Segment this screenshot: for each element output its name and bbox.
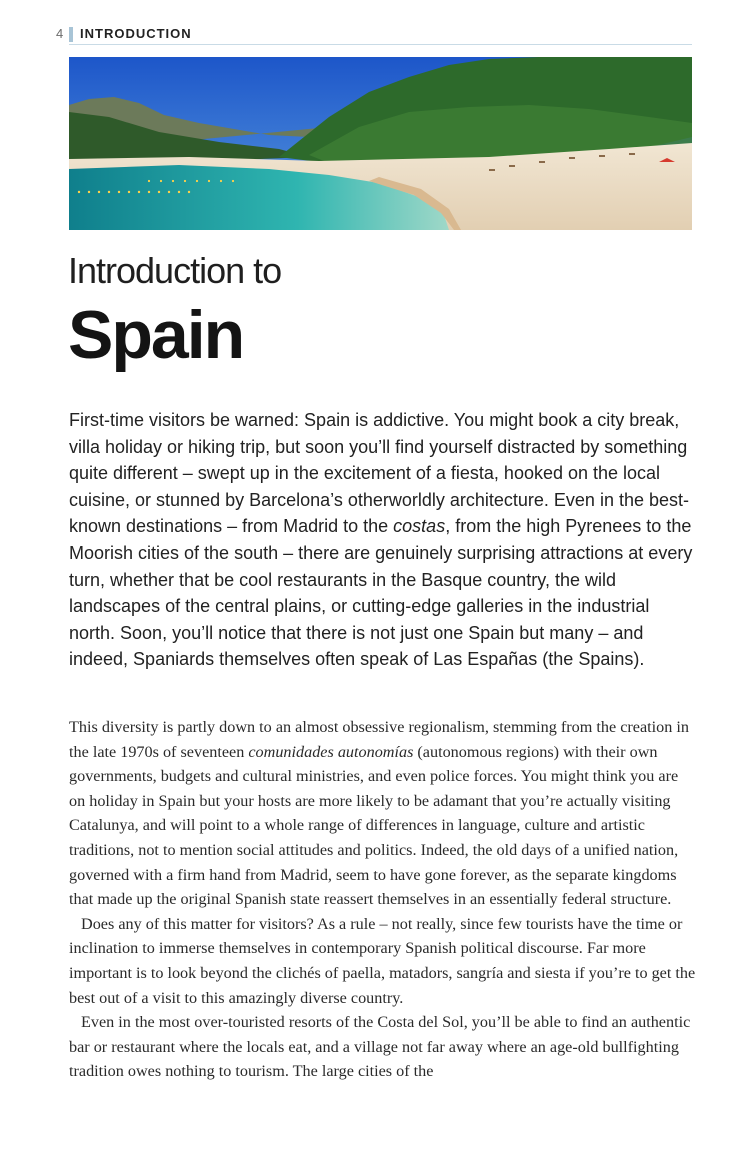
lead-text-2: , from the high Pyrenees to the Moorish cities of the south – there are genuinely surprising attractions at every turn, whether that be cool restaurants in the Basque country, the wild landscapes of the central plains, or cutting-edge galleries in the industrial north. Soon, you’ll notice that there is not just one Spain but many – and indeed, Spaniards themselves often speak of Las Españas (the Spains). bbox=[69, 516, 693, 670]
section-title: INTRODUCTION bbox=[80, 26, 192, 41]
body-p1-text-1: This diversity is partly down to an almost obsessive regionalism, stemming from the creation in the late 1970s of seventeen bbox=[69, 718, 689, 761]
page-number: 4 bbox=[56, 26, 64, 41]
body-p1-text-2: (autonomous regions) with their own governments, budgets and cultural ministries, and even police forces. You might think you are on holiday in Spain but your hosts are more likely to be adamant that you’re actually visiting Catalunya, and will point to a whole range of differences in language, culture and artistic traditions, not to mention social attitudes and politics. Indeed, the old days of a unified nation, governed with a firm hand from Madrid, seem to have gone forever, as the separate kingdoms that made up the original Spanish state reassert themselves in an essentially federal structure. bbox=[69, 742, 679, 909]
body-paragraph-3: Even in the most over-touristed resorts of the Costa del Sol, you’ll be able to find an authentic bar or restaurant where the locals eat, and a village not far away where an age-old bullfighting tradition owes nothing to tourism. The large cities of the bbox=[69, 1013, 691, 1081]
lead-text-1: First-time visitors be warned: Spain is addictive. You might book a city break, villa holiday or hiking trip, but soon you’ll find yourself distracted by something quite different – swept up in the excitement of a fiesta, hooked on the local cuisine, or stunned by Barcelona’s otherworldly architecture. Even in the best-known destinations – from Madrid to the bbox=[69, 410, 689, 537]
beach-landscape-image bbox=[69, 57, 692, 230]
body-paragraph-1 bbox=[69, 715, 697, 912]
lead-paragraph bbox=[69, 407, 699, 673]
header-rule bbox=[69, 44, 692, 45]
title-line-2: Spain bbox=[68, 297, 244, 373]
beach-photo bbox=[69, 57, 692, 230]
header-accent-bar bbox=[69, 27, 73, 42]
body-paragraph-2: Does any of this matter for visitors? As a rule – not really, since few tourists have the time or inclination to immerse themselves in contemporary Spanish political discourse. Far more important is to look beyond the clichés of paella, matadors, sangría and siesta if you’re to get the best out of a visit to this amazingly diverse country. bbox=[69, 914, 696, 1007]
page-header bbox=[56, 24, 692, 46]
lead-italic: costas bbox=[393, 516, 446, 537]
body-text bbox=[69, 715, 697, 1084]
body-p1-italic: comunidades autonomías bbox=[248, 742, 414, 761]
title-line-1: Introduction to bbox=[68, 250, 282, 291]
